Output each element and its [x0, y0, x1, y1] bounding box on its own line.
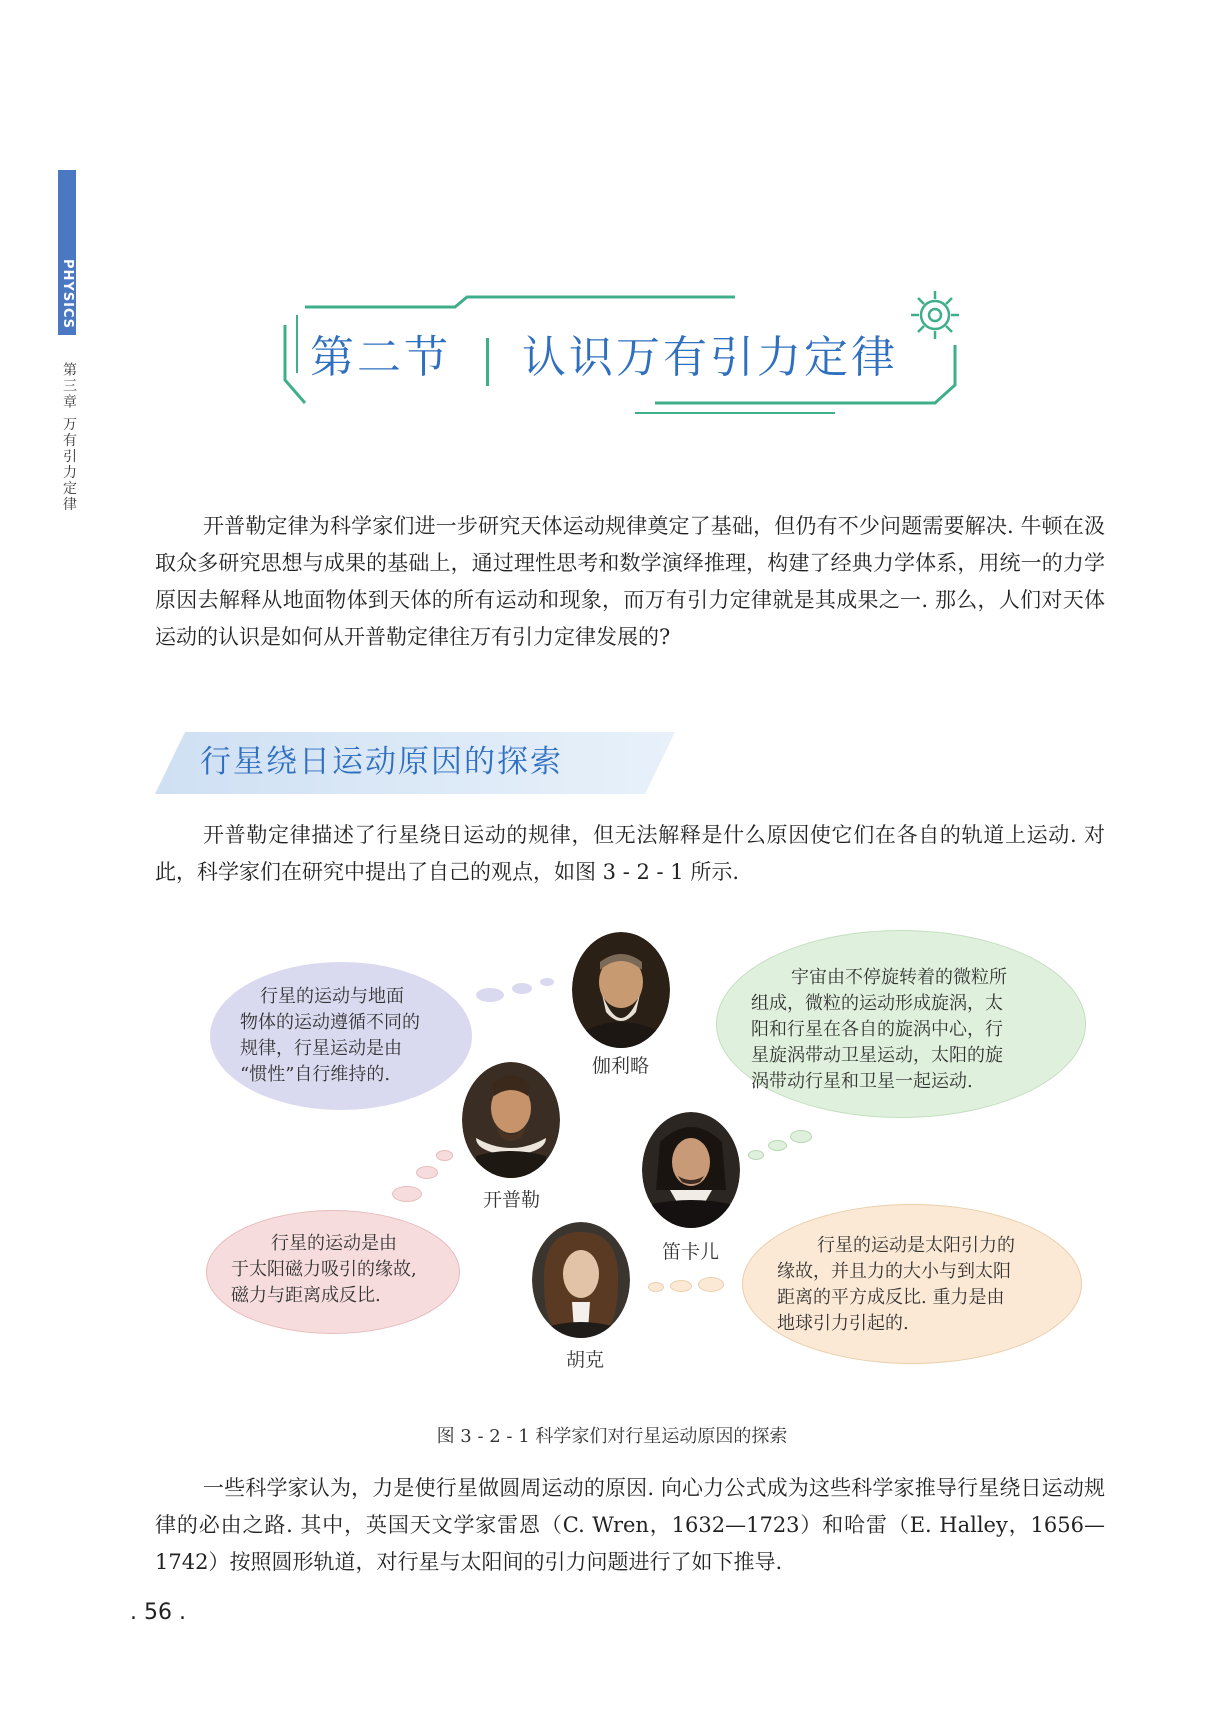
bubble-line: 行星的运动是由: [271, 1233, 397, 1254]
bubble-line: 磁力与距离成反比.: [231, 1285, 381, 1306]
kepler-portrait: [462, 1062, 560, 1178]
descartes-bubble: [716, 930, 1086, 1118]
galileo-portrait: [572, 932, 670, 1048]
kepler-bubble: [206, 1210, 460, 1334]
bubble-line: 行星的运动是太阳引力的: [817, 1235, 1015, 1256]
bubble-line: 组成，微粒的运动形成旋涡，太: [751, 993, 1003, 1014]
bubble-line: 宇宙由不停旋转着的微粒所: [791, 967, 1007, 988]
bubble-line: 规律，行星运动是由: [240, 1038, 402, 1059]
thought-dot: [392, 1186, 422, 1202]
bubble-line: 于太阳磁力吸引的缘故,: [231, 1259, 417, 1280]
section-number: 第二节: [310, 332, 451, 383]
thought-dot: [768, 1140, 787, 1151]
thought-dot: [698, 1277, 724, 1292]
hooke-portrait: [532, 1222, 630, 1338]
thought-dot: [670, 1280, 692, 1292]
page-number: . 56 .: [130, 1600, 186, 1625]
hooke-name: 胡克: [566, 1349, 605, 1371]
bubble-line: 缘故，并且力的大小与到太阳: [777, 1261, 1011, 1282]
subheading-title: 行星绕日运动原因的探索: [200, 744, 563, 780]
thought-dot: [416, 1166, 438, 1179]
intro-paragraph: 开普勒定律为科学家们进一步研究天体运动规律奠定了基础，但仍有不少问题需要解决. 牛顿在汲取众多研究思想与成果的基础上，通过理性思考和数学演绎推理，构建了经典力学体系，用统一的力学原因去解释从地面物体到天体的所有运动和现象，而万有引力定律就是其成果之一. 那么，人们对天体运动的认识是如何从开普勒定律往万有引力定律发展的?: [155, 514, 1105, 649]
thought-dot: [790, 1130, 812, 1143]
bubble-line: “惯性”自行维持的.: [240, 1064, 391, 1085]
bubble-line: 星旋涡带动卫星运动，太阳的旋: [751, 1045, 1003, 1066]
hooke-bubble: [742, 1204, 1082, 1364]
kepler-name: 开普勒: [483, 1189, 541, 1211]
descartes-portrait: [642, 1112, 740, 1228]
galileo-bubble: [210, 962, 472, 1110]
thought-dot: [748, 1150, 764, 1160]
bubble-line: 地球引力引起的.: [777, 1313, 909, 1334]
galileo-name: 伽利略: [592, 1055, 650, 1077]
thought-dot: [512, 983, 532, 994]
section-title: 认识万有引力定律: [522, 332, 898, 383]
descartes-name: 笛卡儿: [662, 1241, 720, 1263]
thought-dot: [476, 988, 504, 1002]
subsection-paragraph: 开普勒定律描述了行星绕日运动的规律，但无法解释是什么原因使它们在各自的轨道上运动. 对此，科学家们在研究中提出了自己的观点，如图 3 - 2 - 1 所示.: [155, 823, 1105, 884]
sidebar-subject-label: PHYSICS: [60, 259, 75, 330]
figure-caption: 图 3 - 2 - 1 科学家们对行星运动原因的探索: [436, 1426, 788, 1447]
bubble-line: 物体的运动遵循不同的: [240, 1012, 420, 1033]
gear-icon: [911, 291, 959, 339]
thought-dot: [436, 1150, 453, 1161]
bubble-line: 距离的平方成反比. 重力是由: [777, 1287, 1005, 1308]
thought-dot: [648, 1282, 664, 1292]
bubble-line: 阳和行星在各自的旋涡中心，行: [751, 1019, 1003, 1040]
bubble-line: 行星的运动与地面: [260, 986, 404, 1007]
closing-paragraph: 一些科学家认为，力是使行星做圆周运动的原因. 向心力公式成为这些科学家推导行星绕日运动规律的必由之路. 其中，英国天文学家雷恩（C. Wren，1632—1723）和哈雷（E. Halley，1656—1742）按照圆形轨道，对行星与太阳间的引力问题进行了如下推导.: [155, 1476, 1105, 1574]
thought-dot: [540, 978, 554, 986]
title-divider: [486, 338, 489, 386]
bubble-line: 涡带动行星和卫星一起运动.: [751, 1071, 973, 1092]
sidebar-chapter-label: 第三章 万有引力定律: [61, 362, 77, 513]
